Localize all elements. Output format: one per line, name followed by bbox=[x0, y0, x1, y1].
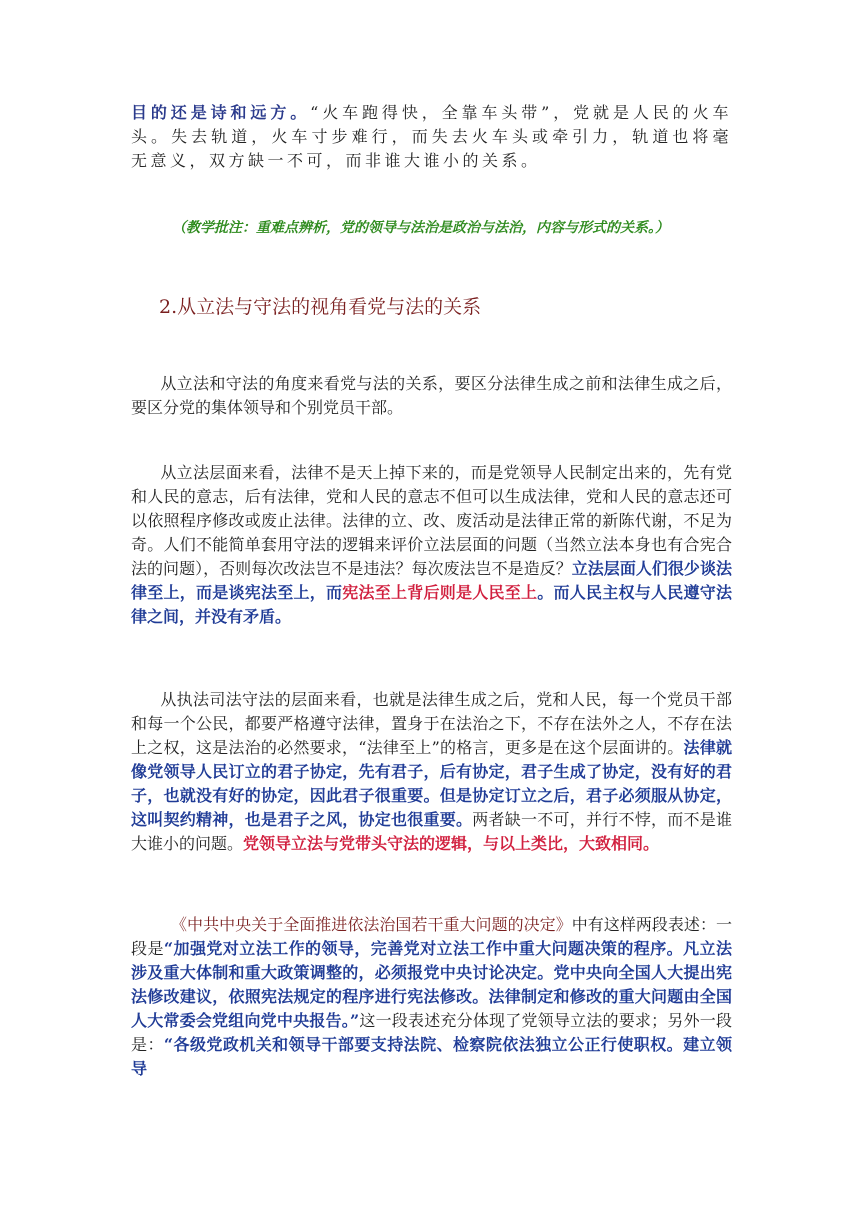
paragraph-legislation bbox=[131, 461, 732, 629]
paragraph-enforcement-text: 从执法司法守法的层面来看，也就是法律生成之后，党和人民，每一个党员干部和每一个公民，都要严格遵守法律，置身于在法治之下，不存在法外之人，不存在法上之权，这是法治的必然要求，“法律至上”的格言，更多是在这个层面讲的。 bbox=[131, 690, 732, 757]
paragraph-lead-text: 目的还是诗和远方。 bbox=[131, 103, 311, 122]
paragraph-quote-middle: 这一段表述充分体现了党领导立法的要求；另外一段是： bbox=[131, 1011, 732, 1054]
section-heading: 2.从立法与守法的视角看党与法的关系 bbox=[159, 296, 482, 318]
highlight-people-supreme: 宪法至上背后则是人民至上 bbox=[342, 583, 538, 602]
highlight-sovereignty: 。而人民主权与人民遵守法律之间，并没有矛盾。 bbox=[131, 583, 732, 626]
document-title-citation: 《中共中央关于全面推进依法治国若干重大问题的决定》 bbox=[171, 915, 572, 934]
paragraph-enforcement-tail: 两者缺一不可，并行不悖，而不是谁大谁小的问题。 bbox=[131, 810, 732, 853]
quote-legislation-leadership: “加强党对立法工作的领导，完善党对立法工作中重大问题决策的程序。凡立法涉及重大体制和重大政策调整的，必须报党中央讨论决定。党中央向全国人大提出宪法修改建议，依照宪法规定的程序进行宪法修改。法律制定和修改的重大问题由全国人大常委会党组向党中央报告。” bbox=[131, 939, 732, 1030]
paragraph-train-analogy bbox=[131, 101, 732, 173]
paragraph-enforcement bbox=[131, 688, 732, 856]
highlight-gentlemen-agreement: 法律就像党领导人民订立的君子协定，先有君子，后有协定，君子生成了协定，没有好的君子，也就没有好的协定，因此君子很重要。但是协定订立之后，君子必须服从协定，这叫契约精神，也是君子之风，协定也很重要。 bbox=[131, 738, 732, 829]
quote-judicial-independence: “各级党政机关和领导干部要支持法院、检察院依法独立公正行使职权。建立领导 bbox=[131, 1035, 732, 1078]
paragraph-legislation-text: 从立法层面来看，法律不是天上掉下来的，而是党领导人民制定出来的，先有党和人民的意志，后有法律，党和人民的意志不但可以生成法律，党和人民的意志还可以依照程序修改或废止法律。法律的立、改、废活动是法律正常的新陈代谢，不足为奇。人们不能简单套用守法的逻辑来评价立法层面的问题（当然立法本身也有合宪合法的问题），否则每次改法岂不是违法？每次废法岂不是造反？ bbox=[131, 463, 732, 578]
paragraph-intro-text: 从立法和守法的角度来看党与法的关系，要区分法律生成之前和法律生成之后，要区分党的集体领导和个别党员干部。 bbox=[131, 374, 732, 417]
highlight-constitution-supreme: 立法层面人们很少谈法律至上，而是谈宪法至上，而 bbox=[131, 559, 732, 602]
teaching-annotation: （教学批注：重难点辨析，党的领导与法治是政治与法治，内容与形式的关系。） bbox=[172, 220, 669, 236]
paragraph-intro bbox=[131, 372, 732, 420]
paragraph-decision-quote bbox=[131, 913, 732, 1081]
highlight-conclusion: 党领导立法与党带头守法的逻辑，与以上类比，大致相同。 bbox=[243, 834, 660, 853]
paragraph-quote-intro: 中有这样两段表述：一段是 bbox=[131, 915, 732, 958]
paragraph-body-text: “火车跑得快，全靠车头带”，党就是人民的火车头。失去轨道，火车寸步难行，而失去火车头或牵引力，轨道也将毫无意义，双方缺一不可，而非谁大谁小的关系。 bbox=[131, 103, 732, 170]
